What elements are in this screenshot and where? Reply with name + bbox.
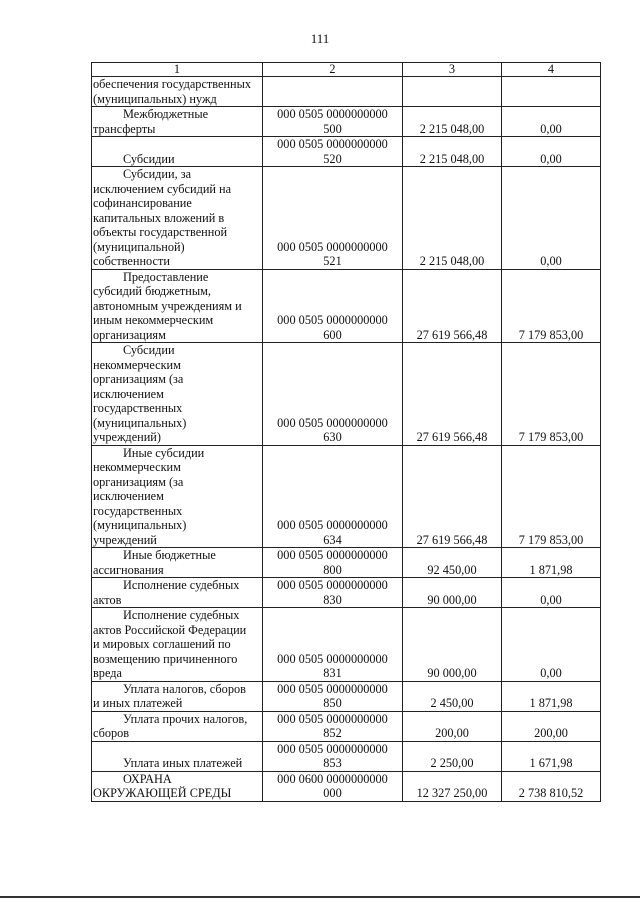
- row-amount-cell: 27 619 566,48: [403, 343, 502, 446]
- table-row: [92, 137, 601, 167]
- row-code-cell: 000 0505 0000000000 630: [263, 343, 403, 446]
- row-executed-cell: [502, 77, 601, 107]
- row-amount-cell: 12 327 250,00: [403, 771, 502, 801]
- row-executed-cell: 0,00: [502, 608, 601, 682]
- row-name-cell: ОХРАНА ОКРУЖАЮЩЕЙ СРЕДЫ: [92, 771, 263, 801]
- budget-table: [91, 62, 601, 802]
- table-row: [92, 343, 601, 446]
- row-executed-cell: 0,00: [502, 107, 601, 137]
- column-header-1: 1: [92, 63, 263, 77]
- row-amount-cell: 2 215 048,00: [403, 107, 502, 137]
- table-row: [92, 167, 601, 270]
- bottom-rule: [0, 896, 640, 898]
- row-code-cell: [263, 77, 403, 107]
- row-executed-cell: 7 179 853,00: [502, 269, 601, 343]
- row-name-cell: Уплата прочих налогов, сборов: [92, 711, 263, 741]
- row-amount-cell: 27 619 566,48: [403, 269, 502, 343]
- column-header-2: 2: [263, 63, 403, 77]
- page-number: 111: [310, 31, 330, 46]
- row-name-cell: Субсидии: [92, 137, 263, 167]
- row-name-cell: Уплата налогов, сборов и иных платежей: [92, 681, 263, 711]
- row-amount-cell: 2 250,00: [403, 741, 502, 771]
- table-header-row: [92, 63, 601, 77]
- row-name-cell: Исполнение судебных актов: [92, 578, 263, 608]
- row-executed-cell: 1 871,98: [502, 548, 601, 578]
- row-code-cell: 000 0505 0000000000 500: [263, 107, 403, 137]
- table-row: [92, 269, 601, 343]
- row-code-cell: 000 0505 0000000000 852: [263, 711, 403, 741]
- row-executed-cell: 1 871,98: [502, 681, 601, 711]
- row-name-cell: Иные субсидии некоммерческим организациям (за исключением государственных (муниципальных) учреждений: [92, 445, 263, 548]
- table-row: [92, 741, 601, 771]
- table-row: [92, 107, 601, 137]
- row-executed-cell: 0,00: [502, 167, 601, 270]
- row-code-cell: 000 0505 0000000000 600: [263, 269, 403, 343]
- row-executed-cell: 0,00: [502, 578, 601, 608]
- row-name-cell: Исполнение судебных актов Российской Федерации и мировых соглашений по возмещению причиненного вреда: [92, 608, 263, 682]
- table-row: [92, 445, 601, 548]
- table-row: [92, 711, 601, 741]
- row-amount-cell: 27 619 566,48: [403, 445, 502, 548]
- row-name-cell: Субсидии некоммерческим организациям (за исключением государственных (муниципальных) учреждений): [92, 343, 263, 446]
- row-code-cell: 000 0600 0000000000 000: [263, 771, 403, 801]
- row-code-cell: 000 0505 0000000000 520: [263, 137, 403, 167]
- table-row: [92, 608, 601, 682]
- table-row: [92, 77, 601, 107]
- row-code-cell: 000 0505 0000000000 830: [263, 578, 403, 608]
- column-header-3: 3: [403, 63, 502, 77]
- row-name-cell: Уплата иных платежей: [92, 741, 263, 771]
- row-amount-cell: [403, 77, 502, 107]
- row-name-cell: обеспечения государственных (муниципальных) нужд: [92, 77, 263, 107]
- row-executed-cell: 7 179 853,00: [502, 445, 601, 548]
- table-row: [92, 578, 601, 608]
- row-amount-cell: 90 000,00: [403, 578, 502, 608]
- row-executed-cell: 2 738 810,52: [502, 771, 601, 801]
- row-name-cell: Иные бюджетные ассигнования: [92, 548, 263, 578]
- row-code-cell: 000 0505 0000000000 800: [263, 548, 403, 578]
- row-name-cell: Предоставление субсидий бюджетным, автономным учреждениям и иным некоммерческим организациям: [92, 269, 263, 343]
- row-executed-cell: 7 179 853,00: [502, 343, 601, 446]
- row-code-cell: 000 0505 0000000000 853: [263, 741, 403, 771]
- row-amount-cell: 2 215 048,00: [403, 137, 502, 167]
- row-code-cell: 000 0505 0000000000 634: [263, 445, 403, 548]
- row-code-cell: 000 0505 0000000000 850: [263, 681, 403, 711]
- table-body: [92, 77, 601, 802]
- row-name-cell: Субсидии, за исключением субсидий на софинансирование капитальных вложений в объекты государственной (муниципальной) собственности: [92, 167, 263, 270]
- row-executed-cell: 0,00: [502, 137, 601, 167]
- row-amount-cell: 200,00: [403, 711, 502, 741]
- row-amount-cell: 90 000,00: [403, 608, 502, 682]
- row-amount-cell: 92 450,00: [403, 548, 502, 578]
- row-amount-cell: 2 215 048,00: [403, 167, 502, 270]
- row-executed-cell: 1 671,98: [502, 741, 601, 771]
- row-amount-cell: 2 450,00: [403, 681, 502, 711]
- row-code-cell: 000 0505 0000000000 521: [263, 167, 403, 270]
- table-row: [92, 771, 601, 801]
- table-row: [92, 681, 601, 711]
- row-code-cell: 000 0505 0000000000 831: [263, 608, 403, 682]
- row-name-cell: Межбюджетные трансферты: [92, 107, 263, 137]
- row-executed-cell: 200,00: [502, 711, 601, 741]
- table-row: [92, 548, 601, 578]
- column-header-4: 4: [502, 63, 601, 77]
